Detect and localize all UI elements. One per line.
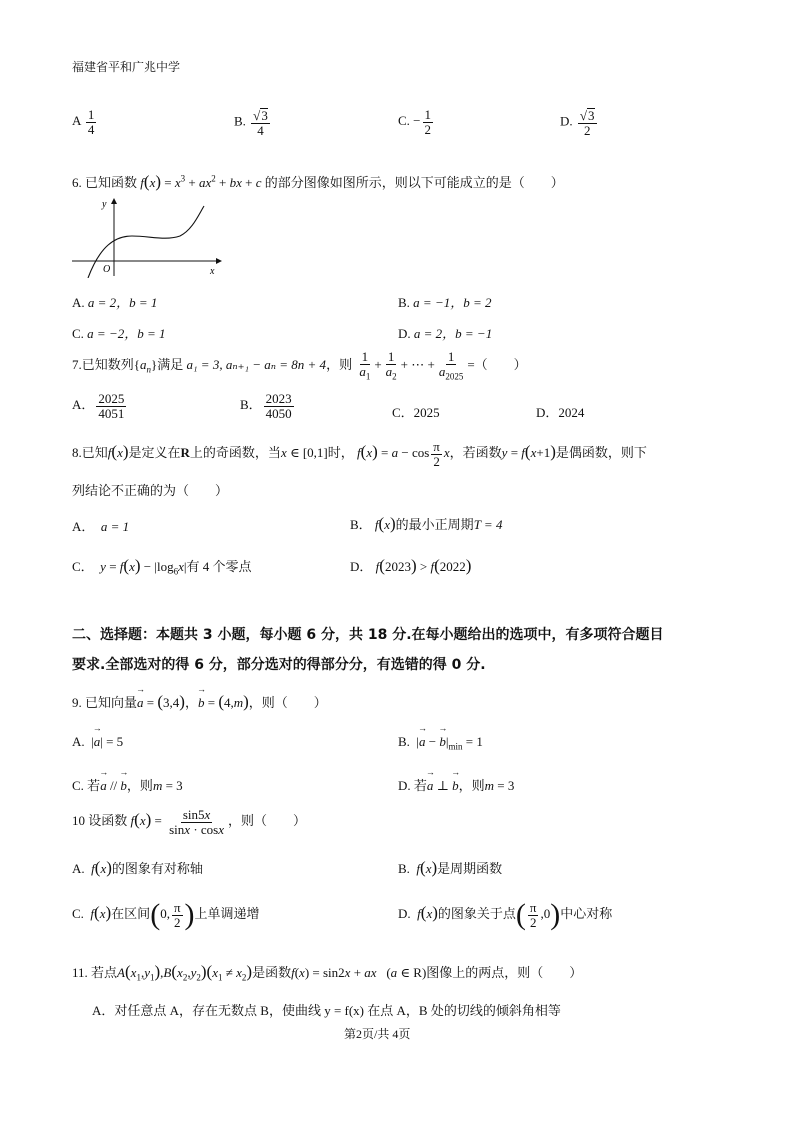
q9-stem: 9. 已知向量→ a = (3,4)，→ b = (4,m)，则（ ）	[72, 692, 327, 712]
q10-option-b: B. f(x)是周期函数	[398, 858, 503, 877]
fraction: $\frac{√3}{2}$	[579, 108, 595, 138]
x-arrow-icon	[216, 258, 222, 264]
q6-option-b: B. a = −1，b = 2	[398, 295, 492, 310]
school-header: 福建省平和广兆中学	[72, 60, 181, 74]
section2-heading-line1: 二、选择题：本题共 3 小题，每小题 6 分，共 18 分.在每小题给出的选项中，有多项符合题目	[72, 627, 664, 643]
q6-option-a: A. a = 2，b = 1	[72, 295, 158, 310]
q8-stem-line2: 列结论不正确的为（ ）	[72, 483, 229, 498]
q10-option-d: D. f(x)的图象关于点( $\frac{\pi}{2}$ ,0)中心对称	[398, 898, 613, 931]
q5-option-d: D. $\frac{√3}{2}$	[560, 108, 595, 138]
q7-option-a: A． $\frac{2025}{4051}$	[72, 391, 125, 421]
q8-stem-line1: 8.已知f(x)是定义在R上的奇函数，当x ∈ [0,1]时， f(x) = a − cos $\frac{\pi}{2}$ x，若函数y = f(x+1)是偶函数，则下	[72, 439, 647, 469]
section2-heading-line2: 要求.全部选对的得 6 分，部分选对的得部分分，有选错的得 0 分.	[72, 657, 486, 673]
q7-option-c: C．2025	[392, 405, 440, 420]
q8-option-b: B． f(x)的最小正周期T = 4	[350, 514, 503, 533]
q5-option-a: A $\frac{1}{4}$	[72, 107, 95, 137]
q5-option-b: B. $\frac{√3}{4}$	[234, 108, 268, 138]
x-label: x	[210, 266, 215, 277]
q6-option-d: D. a = 2，b = −1	[398, 326, 493, 341]
fraction: $\frac{1}{a_2}$	[385, 349, 397, 382]
y-arrow-icon	[111, 198, 117, 204]
fraction: $\frac{1}{4}$	[87, 107, 95, 137]
q9-option-d: D. 若→ a ⊥ → b，则m = 3	[398, 775, 514, 794]
q8-option-d: D． f(2023) > f(2022)	[350, 556, 472, 575]
q7-option-b: B． $\frac{2023}{4050}$	[240, 391, 292, 421]
q9-option-b: B. |→ a − → $b|_{min} = 1$	[398, 734, 483, 752]
y-label: y	[102, 199, 107, 210]
function-expression: f	[140, 175, 144, 190]
fraction: $\frac{1}{a_1}$	[359, 349, 371, 382]
q11-stem: 11. 若点$A(x_1,y_1),B(x_2,y_2)(x_1 \ne x_2)$是函数f(x) = sin2x + ax (a ∈ R)图像上的两点，则（ ）	[72, 962, 583, 983]
q11-option-a: A．对任意点 A，存在无数点 B，使曲线 y = f(x) 在点 A，B 处的切线的倾斜角相等	[92, 1003, 561, 1018]
page-number: 第2页/共 4页	[344, 1027, 411, 1041]
q7-stem: 7.已知数列$\{a_n\}$满足 a₁ = 3, aₙ₊₁ − aₙ = 8n + 4，则 $\frac{1}{a_1}$ + $\frac{1}{a_2}$ + ⋯ + $\frac{1}{a_{2025}}$ =（ ）	[72, 349, 527, 382]
q5-option-c: C. − $\frac{1}{2}$	[398, 107, 432, 137]
fraction: $\frac{√3}{4}$	[253, 108, 268, 138]
fraction: $\frac{1}{2}$	[424, 107, 432, 137]
q8-option-c: C． $y = f(x) - |\log_6x|$有 4 个零点	[72, 556, 252, 577]
fraction: $\frac{2025}{4051}$	[98, 391, 125, 421]
fraction: $\frac{2023}{4050}$	[265, 391, 292, 421]
q6-graph	[70, 196, 222, 278]
q6-stem: 6. 已知函数 $f(x) = x^3 + ax^2$ + bx + c 的部分图像如图所示，则以下可能成立的是（ ）	[72, 172, 564, 191]
q10-stem: 10 设函数 f(x) = $\frac{\sin 5x}{\sin x \cdot \cos x}$ ，则（ ）	[72, 807, 307, 837]
sequence-symbol: $\{a_n\}$	[133, 356, 158, 375]
fraction: $\frac{1}{a_{2025}}$	[438, 349, 464, 382]
q7-option-d: D．2024	[536, 405, 585, 420]
origin-label: O	[103, 264, 111, 275]
q6-option-c: C. a = −2，b = 1	[72, 326, 166, 341]
q10-option-a: A. f(x)的图象有对称轴	[72, 858, 203, 877]
q9-option-a: A. |→ a| = 5	[72, 734, 123, 750]
q9-option-c: C. 若→ a // → b，则m = 3	[72, 775, 183, 794]
q8-option-a: A． a = 1	[72, 519, 130, 534]
q10-option-c: C. f(x)在区间(0, $\frac{\pi}{2}$ )上单调递增	[72, 898, 260, 931]
